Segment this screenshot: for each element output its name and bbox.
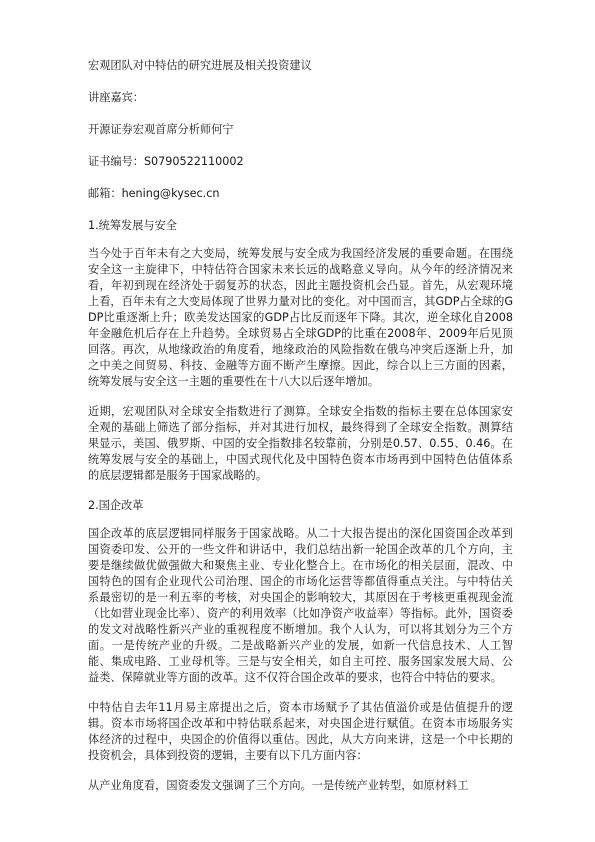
section-heading-1: 1.统筹发展与安全 bbox=[88, 219, 177, 232]
section-1-paragraph-1: 当今处于百年未有之大变局，统筹发展与安全成为我国经济发展的重要命题。在围绕安全这一主旋律下，中特估符合国家未来长远的战略意义导向。从今年的经济情况来看，年初到现在经济处于弱复苏的状态，因此主题投资机会凸显。首先，从宏观环境上看，百年未有之大变局体现了世界力量对比的变化。对中国而言，其GDP占全球的GDP比重逐渐上升；欧美发达国家的GDP占比反而逐年下降。其次，逆全球化自2008年金融危机后存在上升趋势。全球贸易占全球GDP的比重在2008年、2009年后见顶回落。再次，从地缘政治的角度看，地缘政治的风险指数在俄乌冲突后逐渐上升，加之中美之间贸易、科技、金融等方面不断产生摩擦。因此，综合以上三方面的因素，统筹发展与安全这一主题的重要性在十八大以后逐年增加。 bbox=[88, 247, 513, 388]
section-2-paragraph-2: 中特估自去年11月易主席提出之后，资本市场赋予了其估值溢价或是估值提升的逻辑。资本市场将国企改革和中特估联系起来，对央国企进行赋值。在资本市场服务实体经济的过程中，央国企的价值得以重估。因此，从大方向来讲，这是一个中长期的投资机会，具体到投资的逻辑，主要有以下几方面内容： bbox=[88, 701, 513, 762]
section-1-paragraph-2: 近期，宏观团队对全球安全指数进行了测算。全球安全指数的指标主要在总体国家安全观的基础上筛选了部分指标，并对其进行加权，最终得到了全球安全指数。测算结果显示，美国、俄罗斯、中国的安全指数排名较靠前，分别是0.57、0.55、0.46。在统筹发展与安全的基础上，中国式现代化及中国特色资本市场再到中国特色估值体系的底层逻辑都是服务于国家战略的。 bbox=[88, 405, 513, 482]
speaker-name: 开源证券宏观首席分析师何宁 bbox=[88, 123, 234, 136]
section-heading-2: 2.国企改革 bbox=[88, 499, 144, 512]
cert-number: 证书编号：S0790522110002 bbox=[88, 155, 244, 168]
section-2-paragraph-3: 从产业角度看，国资委发文强调了三个方向。一是传统产业转型，如原材料工 bbox=[88, 779, 469, 792]
speaker-label: 讲座嘉宾： bbox=[88, 91, 144, 104]
section-2-paragraph-1: 国企改革的底层逻辑同样服务于国家战略。从二十大报告提出的深化国资国企改革到国资委印发、公开的一些文件和讲话中，我们总结出新一轮国企改革的几个方向，主要是继续做优做强做大和聚焦主业、专业化整合上。在市场化的相关层面，混改、中国特色的国有企业现代公司治理、国企的市场化运营等都值得重点关注。与中特估关系最密切的是一利五率的考核，对央国企的影响较大，其原因在于考核更重视现金流（比如营业现金比率）、资产的利用效率（比如净资产收益率）等指标。此外，国资委的发文对战略性新兴产业的重视程度不断增加。我个人认为，可以将其划分为三个方面。一是传统产业的升级。二是战略新兴产业的发展，如新一代信息技术、人工智能、集成电路、工业母机等。三是与安全相关，如自主可控、服务国家发展大局、公益类、保障就业等方面的改革。这不仅符合国企改革的要求，也符合中特估的要求。 bbox=[88, 527, 513, 684]
doc-title: 宏观团队对中特估的研究进展及相关投资建议 bbox=[88, 59, 312, 72]
email-line: 邮箱：hening@kysec.cn bbox=[88, 187, 220, 200]
